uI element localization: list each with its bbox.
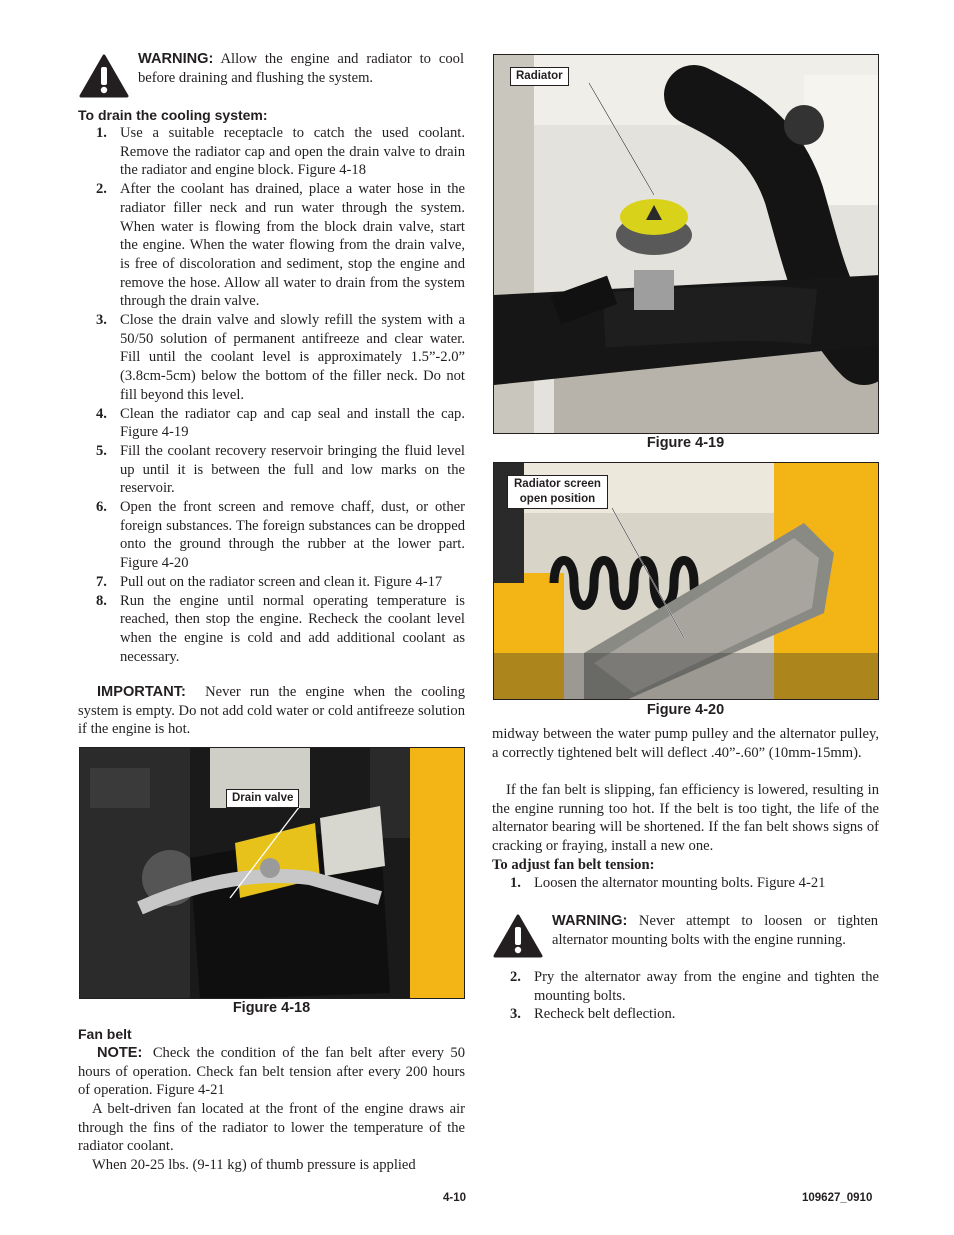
warning-triangle-icon bbox=[493, 914, 543, 964]
drain-valve-callout: Drain valve bbox=[226, 789, 299, 808]
important-text: Never run the engine when the cooling system is empty. Do not add cold water or cold antifreeze solution if the engine is hot. bbox=[78, 684, 465, 738]
fan-belt-note bbox=[78, 1044, 465, 1100]
step-number: 1. bbox=[96, 125, 107, 141]
document-code: 109627_0910 bbox=[802, 1192, 873, 1204]
step-text: Loosen the alternator mounting bolts. Figure 4-21 bbox=[534, 875, 826, 891]
drain-steps-list bbox=[78, 124, 465, 666]
warning-label: WARNING: bbox=[552, 913, 628, 929]
step-text: Use a suitable receptacle to catch the used coolant. Remove the radiator cap and open the drain valve to drain the radiator and engine block. Figure 4-18 bbox=[120, 125, 465, 179]
list-item bbox=[78, 442, 465, 498]
step-text: Run the engine until normal operating temperature is reached, then stop the engine. Recheck the coolant level when the engine is cold and add additional coolant as necessary. bbox=[120, 592, 465, 665]
step-number: 7. bbox=[96, 573, 107, 590]
figure-4-19-caption: Figure 4-19 bbox=[646, 435, 725, 451]
step-number: 8. bbox=[96, 592, 107, 609]
step-text: Close the drain valve and slowly refill the system with a 50/50 solution of permanent antifreeze and clear water. Fill until the coolant level is approximately 1.5”-2.0” (3.8cm-5cm) below the bottom of the filler neck. Do not fill beyond this level. bbox=[120, 312, 465, 403]
step-text: Recheck belt deflection. bbox=[534, 1006, 676, 1023]
important-notice bbox=[78, 683, 465, 739]
figure-4-19-image bbox=[493, 54, 879, 434]
step-text: Clean the radiator cap and cap seal and install the cap. Figure 4-19 bbox=[120, 405, 465, 441]
important-label: IMPORTANT: bbox=[97, 684, 186, 700]
list-item bbox=[78, 498, 465, 573]
adjust-heading: To adjust fan belt tension: bbox=[492, 857, 655, 873]
radiator-screen-callout bbox=[507, 475, 608, 509]
radiator-screen-callout-line2: open position bbox=[519, 493, 596, 505]
step-number: 2. bbox=[96, 181, 107, 198]
step-text: Fill the coolant recovery reservoir bringing the fluid level up until it is between the full and low marks on the reservoir. bbox=[120, 442, 465, 497]
list-item bbox=[492, 1005, 879, 1024]
list-item bbox=[492, 874, 879, 893]
fan-belt-paragraph: A belt-driven fan located at the front of the engine draws air through the fins of the radiator to lower the temperature of the radiator coolant. bbox=[78, 1101, 465, 1155]
list-item bbox=[78, 124, 465, 180]
step-number: 1. bbox=[510, 875, 521, 891]
step-number: 4. bbox=[96, 405, 107, 422]
figure-4-18-caption: Figure 4-18 bbox=[232, 1000, 311, 1016]
warning-label: WARNING: bbox=[138, 51, 214, 67]
page-number: 4-10 bbox=[443, 1192, 467, 1204]
adjust-step-1-list bbox=[492, 874, 879, 893]
step-text: Pull out on the radiator screen and clean it. Figure 4-17 bbox=[120, 573, 443, 590]
step-text: Open the front screen and remove chaff, dust, or other foreign substances. The foreign substances can be dropped onto the ground through the rubber at the lower part. Figure 4-20 bbox=[120, 499, 465, 572]
warning-alternator-bolts bbox=[552, 912, 878, 949]
step-text: Pry the alternator away from the engine and tighten the mounting bolts. bbox=[534, 969, 879, 1004]
warning-cool-engine bbox=[138, 50, 464, 87]
step-number: 3. bbox=[96, 312, 107, 329]
fan-belt-heading: Fan belt bbox=[78, 1026, 132, 1042]
step-number: 2. bbox=[510, 969, 521, 985]
figure-4-20-caption: Figure 4-20 bbox=[646, 702, 725, 718]
note-label: NOTE: bbox=[97, 1045, 143, 1061]
warning-text: Never attempt to loosen or tighten alternator mounting bolts with the engine running. bbox=[552, 913, 878, 948]
list-item bbox=[78, 180, 465, 311]
step-text: After the coolant has drained, place a water hose in the radiator filler neck and run water through the system. When water is flowing from the block drain valve, start the engine. When the water flowing from the drain valve, is free of discoloration and sediment, stop the engine and remove the hose. Allow all water to drain from the system through the drain valve. bbox=[120, 181, 465, 310]
list-item bbox=[78, 573, 465, 592]
note-text: Check the condition of the fan belt after every 50 hours of operation. Check fan belt tension after every 200 hours of operation. Figure 4-21 bbox=[78, 1045, 465, 1099]
adjust-steps-list bbox=[492, 968, 879, 1024]
step-number: 6. bbox=[96, 499, 107, 516]
figure-4-18-image bbox=[79, 747, 465, 999]
belt-slipping-paragraph: If the fan belt is slipping, fan efficiency is lowered, resulting in the engine running too hot. If the belt is too tight, the life of the alternator bearing will be shortened. If the fan belt shows signs of cracking or fraying, install a new one. bbox=[492, 782, 879, 855]
list-item bbox=[78, 592, 465, 667]
radiator-callout: Radiator bbox=[510, 67, 569, 86]
list-item bbox=[78, 405, 465, 442]
step-number: 3. bbox=[510, 1006, 521, 1023]
deflection-paragraph: midway between the water pump pulley and the alternator pulley, a correctly tightened belt will deflect .40”-.60” (10mm-15mm). bbox=[492, 726, 879, 761]
step-number: 5. bbox=[96, 442, 107, 459]
list-item bbox=[78, 311, 465, 405]
warning-text: Allow the engine and radiator to cool before draining and flushing the system. bbox=[138, 51, 465, 86]
radiator-screen-callout-line1: Radiator screen bbox=[514, 478, 601, 490]
list-item bbox=[492, 968, 879, 1005]
warning-triangle-icon bbox=[79, 54, 129, 104]
thumb-pressure-paragraph: When 20-25 lbs. (9-11 kg) of thumb pressure is applied bbox=[92, 1157, 416, 1173]
drain-heading: To drain the cooling system: bbox=[78, 107, 268, 123]
